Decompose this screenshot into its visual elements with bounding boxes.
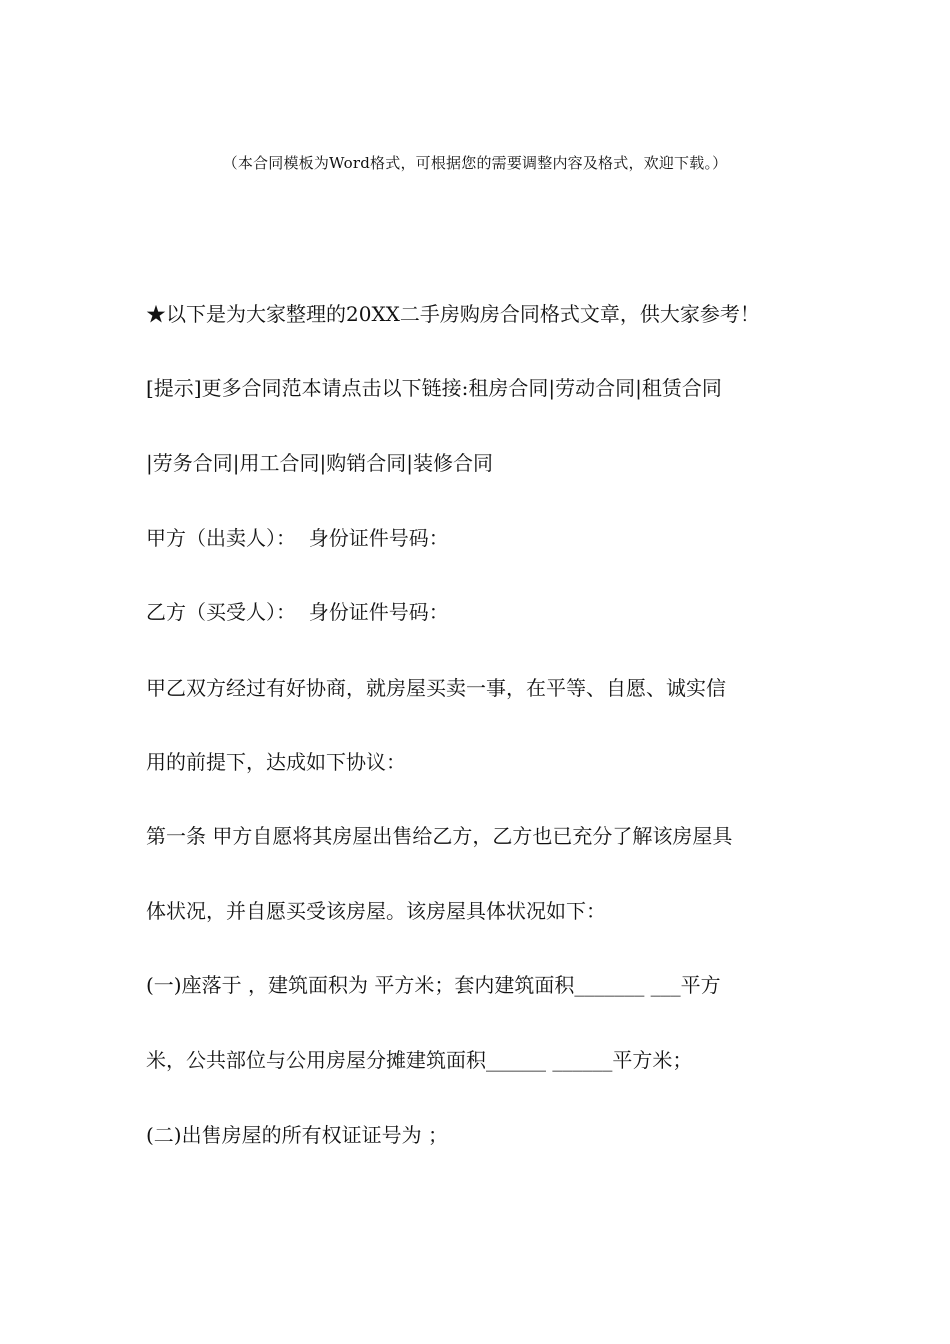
item-1-line-2: 米，公共部位与公用房屋分摊建筑面积______ ______平方米； xyxy=(146,1048,693,1072)
agreement-line-2: 用的前提下，达成如下协议： xyxy=(146,750,406,774)
tip-links-line-1: [提示]更多合同范本请点击以下链接:租房合同|劳动合同|租赁合同 xyxy=(146,376,722,400)
tip-links-line-2: |劳务合同|用工合同|购销合同|装修合同 xyxy=(146,451,493,475)
article-1-line-1: 第一条 甲方自愿将其房屋出售给乙方，乙方也已充分了解该房屋具 xyxy=(146,824,733,848)
article-1-line-2: 体状况，并自愿买受该房屋。该房屋具体状况如下： xyxy=(146,899,606,923)
intro-line: ★以下是为大家整理的20XX二手房购房合同格式文章，供大家参考！ xyxy=(146,302,760,326)
item-1-line-1: (一)座落于 ，建筑面积为 平方米；套内建筑面积_______ ___平方 xyxy=(146,973,721,997)
template-note: （本合同模板为Word格式，可根据您的需要调整内容及格式，欢迎下载。） xyxy=(222,154,728,172)
item-2-line: (二)出售房屋的所有权证证号为 ； xyxy=(146,1123,448,1147)
agreement-line-1: 甲乙双方经过有好协商，就房屋买卖一事，在平等、自愿、诚实信 xyxy=(146,676,726,700)
party-a-line: 甲方（出卖人）： 身份证件号码： xyxy=(146,526,449,550)
party-b-line: 乙方（买受人）： 身份证件号码： xyxy=(146,600,449,624)
